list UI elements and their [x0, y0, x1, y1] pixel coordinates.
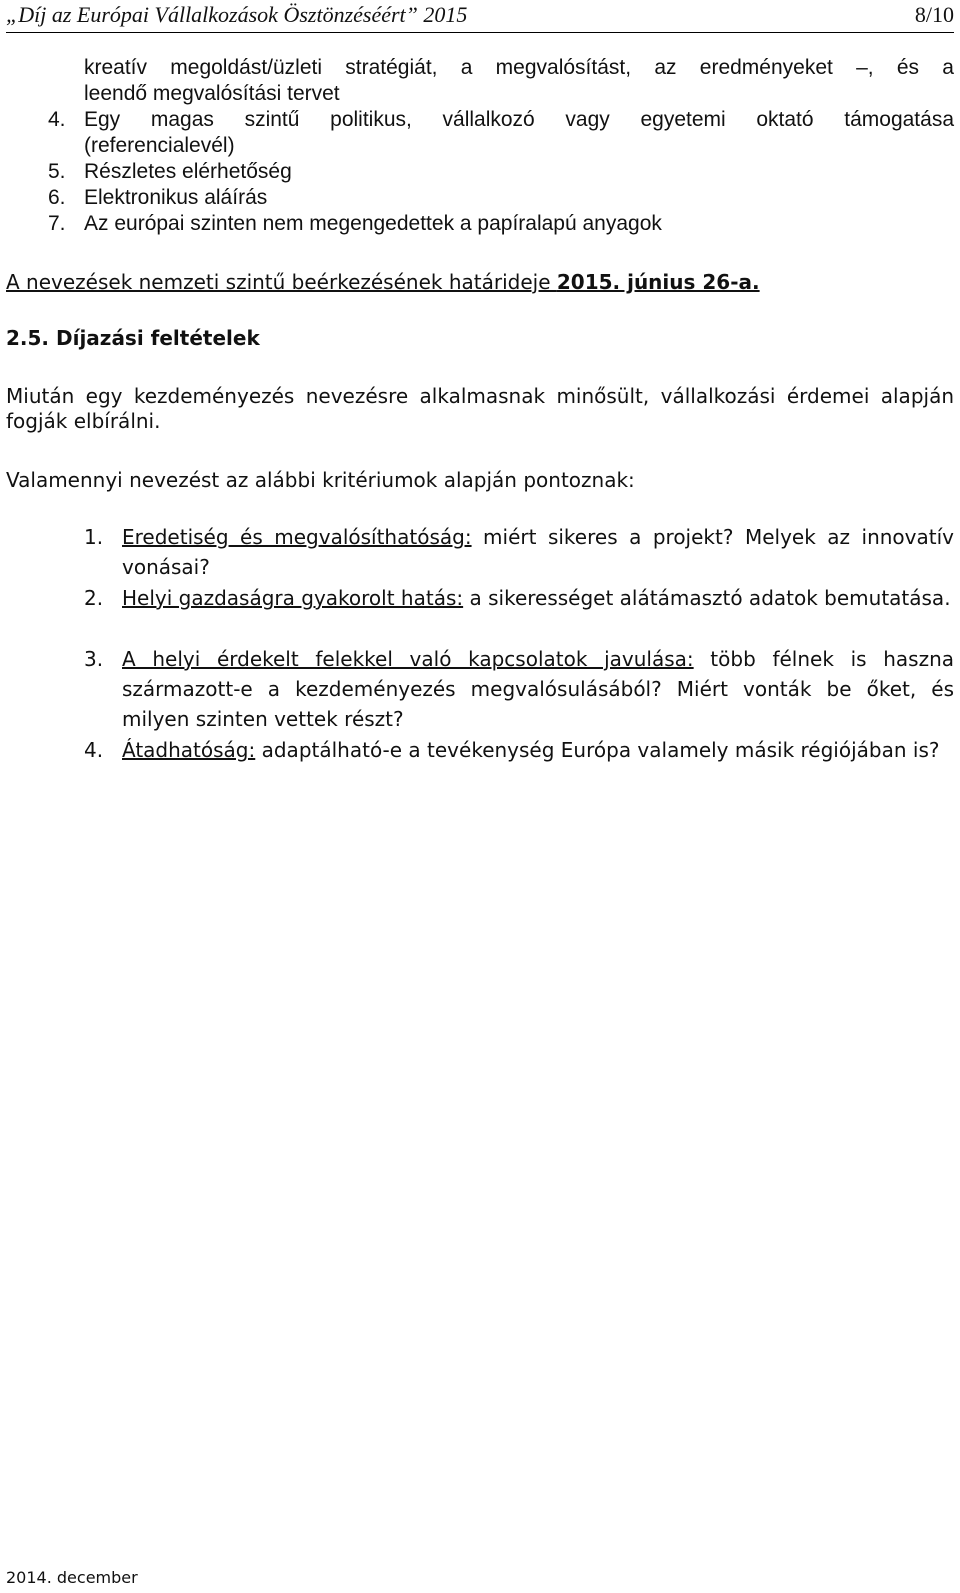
criteria-text	[122, 735, 954, 765]
criteria-number: 4.	[84, 738, 104, 762]
list-item	[48, 159, 954, 185]
criteria-title: Eredetiség és megvalósíthatóság:	[122, 525, 472, 549]
list-item-text: Az európai szinten nem megengedettek a papíralapú anyagok	[84, 212, 662, 235]
list-item	[48, 185, 954, 211]
paragraph: Valamennyi nevezést az alábbi kritériumok alapján pontoznak:	[6, 468, 635, 492]
criteria-text	[122, 583, 954, 613]
criteria-title: Átadhatóság:	[122, 738, 256, 762]
list-continuation-line-1: kreatív megoldást/üzleti stratégiát, a megvalósítást, az eredményeket –, és a	[84, 56, 954, 79]
criteria-description: miért sikeres a projekt? Melyek az innovatív vonásai?	[122, 525, 954, 579]
deadline-text: A nevezések nemzeti szintű beérkezésének határideje	[6, 270, 557, 294]
list-item-number: 5.	[48, 160, 66, 183]
criteria-description: adaptálható-e a tevékenység Európa valamely másik régiójában is?	[255, 738, 940, 762]
footer-date: 2014. december	[6, 1568, 138, 1587]
criteria-description: több félnek is haszna származott-e a kezdeményezés megvalósulásából? Miért vonták be őket, és milyen szinten vettek részt?	[122, 647, 955, 731]
list-item	[48, 211, 954, 237]
criteria-item	[84, 644, 954, 734]
criteria-title: A helyi érdekelt felekkel való kapcsolatok javulása:	[122, 647, 694, 671]
list-continuation-line-2: leendő megvalósítási tervet	[84, 82, 340, 105]
criteria-number: 3.	[84, 647, 104, 671]
list-item-text: Elektronikus aláírás	[84, 186, 268, 209]
header-title: „Díj az Európai Vállalkozások Ösztönzéséért” 2015	[6, 2, 468, 27]
criteria-text	[122, 644, 954, 734]
list-item-text-continued: (referencialevél)	[84, 134, 235, 157]
paragraph: Miután egy kezdeményezés nevezésre alkalmasnak minősült, vállalkozási érdemei alapján fogják elbírálni.	[6, 384, 954, 433]
list-item	[48, 107, 954, 159]
deadline-date: 2015. június 26-a.	[556, 270, 760, 294]
criteria-number: 2.	[84, 586, 104, 610]
section-heading: 2.5. Díjazási feltételek	[6, 326, 260, 350]
criteria-text	[122, 522, 954, 582]
criteria-description: a sikerességet alátámasztó adatok bemutatása.	[463, 586, 951, 610]
list-item-number: 7.	[48, 212, 66, 235]
criteria-number: 1.	[84, 525, 104, 549]
page-header	[6, 2, 954, 33]
list-item-text: Egy magas szintű politikus, vállalkozó vagy egyetemi oktató támogatása	[84, 108, 954, 131]
list-item-text: Részletes elérhetőség	[84, 160, 292, 183]
page-number: 8/10	[914, 2, 954, 27]
list-item-number: 6.	[48, 186, 66, 209]
criteria-item	[84, 583, 954, 613]
list-item-number: 4.	[48, 108, 66, 131]
criteria-item	[84, 522, 954, 582]
criteria-item	[84, 735, 954, 765]
criteria-title: Helyi gazdaságra gyakorolt hatás:	[122, 586, 464, 610]
deadline-line	[6, 270, 954, 295]
